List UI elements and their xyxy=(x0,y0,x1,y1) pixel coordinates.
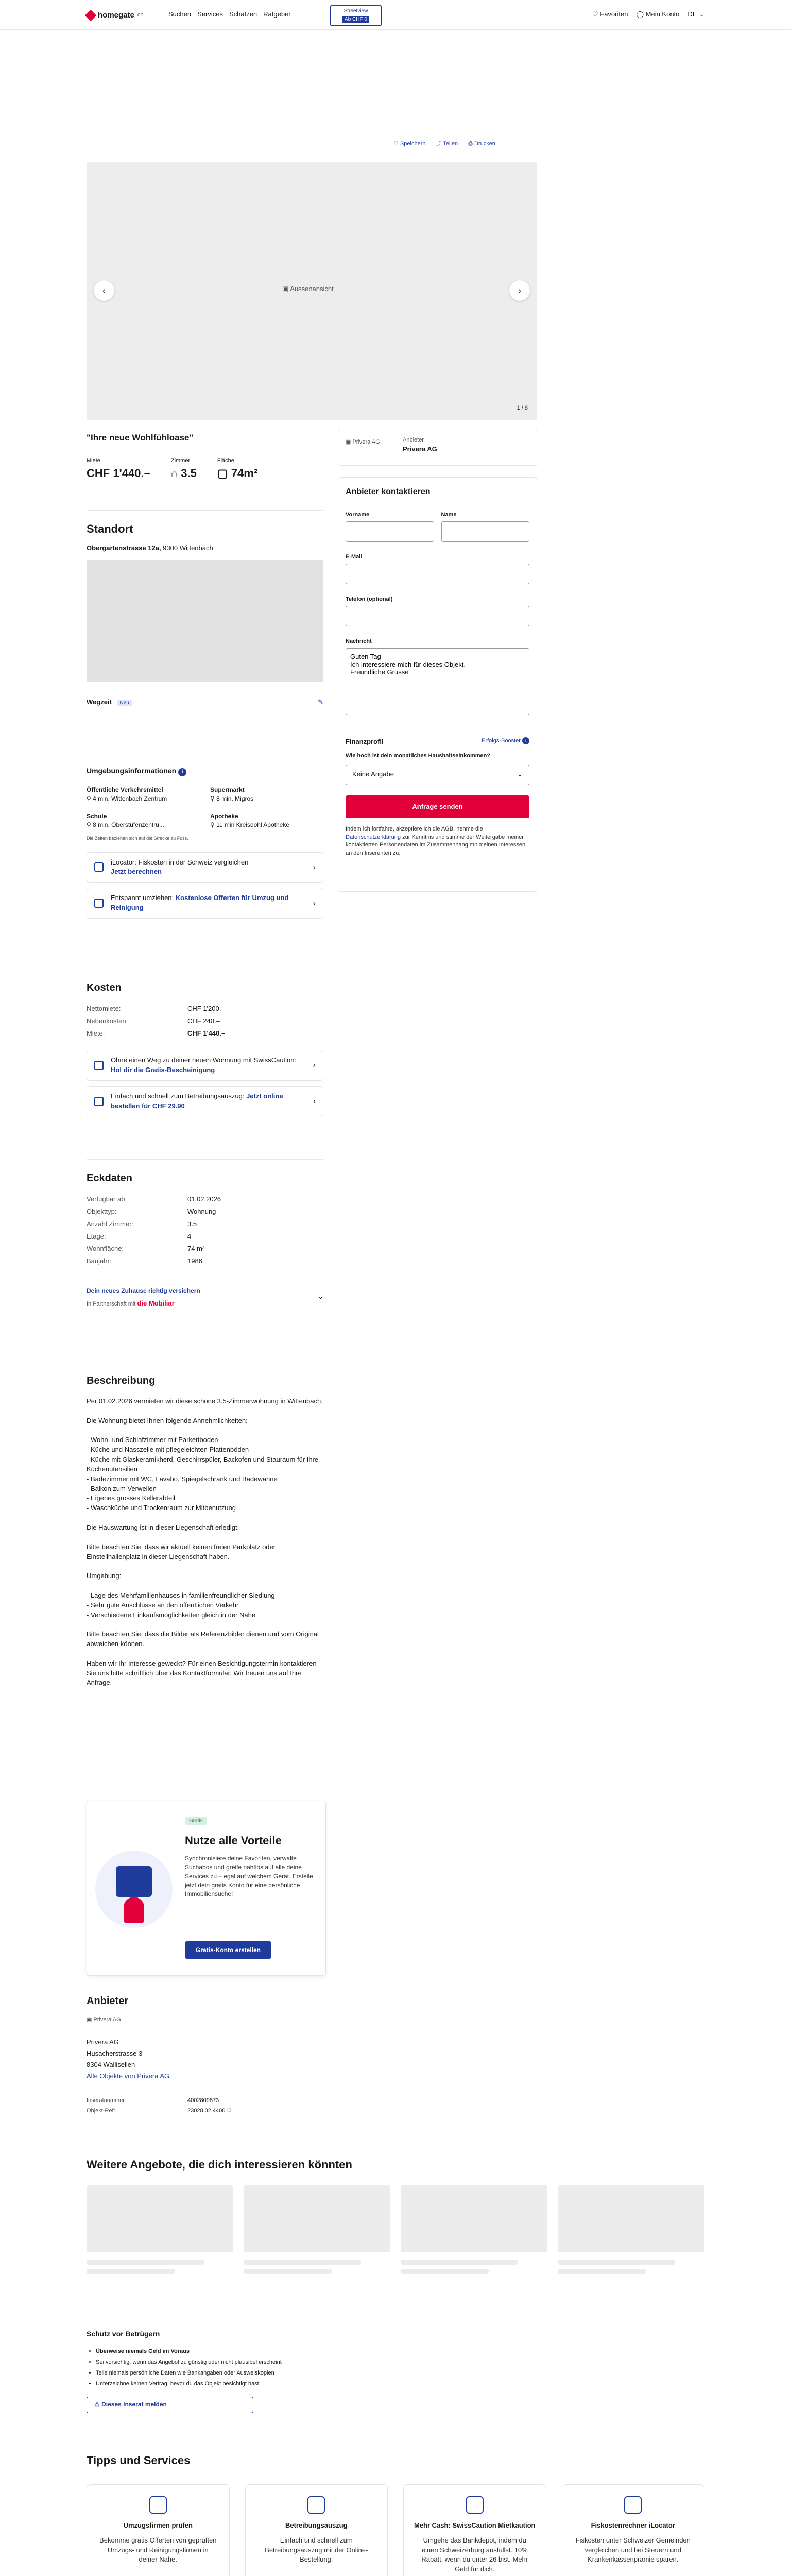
object-ref-value: 23028.02.440010 xyxy=(187,2107,232,2114)
moving-box-icon xyxy=(149,2496,167,2514)
gallery-image-alt: Aussenansicht xyxy=(290,285,334,293)
nav-suchen[interactable]: Suchen xyxy=(168,10,192,18)
offer-skeleton[interactable] xyxy=(401,2185,547,2274)
gallery-prev-button[interactable] xyxy=(94,280,114,301)
facts-heading: Eckdaten xyxy=(87,1173,132,1184)
tip-card-debt[interactable] xyxy=(245,2484,388,2576)
last-name-label: Name xyxy=(441,512,457,518)
environment-note: Die Zeiten beziehen sich auf die Strecke zu Fuss. xyxy=(87,835,188,841)
public-transport-label: Öffentliche Verkehrsmittel xyxy=(87,786,163,793)
phone-input[interactable] xyxy=(346,606,529,626)
description-surrounding: - Sehr gute Anschlüsse an den öffentlichen Verkehr xyxy=(87,1601,239,1609)
tip-card-moving[interactable] xyxy=(87,2484,230,2576)
listing-title: "Ihre neue Wohlfühloase" xyxy=(87,433,194,443)
chevron-down-icon: ⌄ xyxy=(699,10,704,18)
promo-text: Synchronisiere deine Favoriten, verwalte Suchabos und greife nahtlos auf alle deine Services zu – egal auf welchem Gerät. Erstelle jetzt dein gratis Konto für eine persönliche Immobiliensuche! xyxy=(185,1854,313,1898)
booster-label: Erfolgs-Booster xyxy=(482,737,521,744)
tips-heading: Tipps und Services xyxy=(87,2454,191,2467)
description-surrounding: - Verschiedene Einkaufsmöglichkeiten gleich in der Nähe xyxy=(87,1611,256,1619)
tip-title: Fiskostenrechner iLocator xyxy=(591,2521,675,2529)
image-gallery[interactable] xyxy=(87,162,537,420)
language-switcher[interactable] xyxy=(687,10,704,20)
insurance-title[interactable]: Dein neues Zuhause richtig versichern xyxy=(87,1287,200,1294)
fraud-heading: Schutz vor Betrügern xyxy=(87,2330,160,2338)
share-label: Teilen xyxy=(443,141,458,147)
description-feature: - Küche mit Glaskeramikherd, Geschirrspüler, Backofen und Stauraum für Ihre Küchenutensilien xyxy=(87,1455,319,1473)
facts-value: 01.02.2026 xyxy=(187,1195,221,1203)
description-images-note: Bitte beachten Sie, dass die Bilder als Referenzbilder dienen und vom Original abweichen können. xyxy=(87,1630,319,1648)
description-feature: - Balkon zum Verweilen xyxy=(87,1484,157,1493)
tip-text: Umgehe das Bankdepot, indem du einen Schweizerbürg ausfüllst. 10% Rabatt, wenn du unter 26 bist. Mehr Geld für dich. xyxy=(421,2536,528,2573)
rooms-label: Zimmer xyxy=(170,457,191,464)
report-listing-label: Dieses Inserat melden xyxy=(101,2401,167,2409)
ilocator-box[interactable] xyxy=(87,852,323,883)
moving-icon xyxy=(94,899,104,908)
share-button[interactable] xyxy=(436,140,458,148)
walk-icon: ⚲ xyxy=(87,821,91,829)
facts-label: Anzahl Zimmer: xyxy=(87,1220,134,1228)
message-textarea[interactable] xyxy=(346,648,529,715)
description-feature: - Küche und Nasszelle mit pflegeleichten Plattenböden xyxy=(87,1446,249,1454)
description-parking: Bitte beachten Sie, dass wir aktuell keinen freien Parkplatz oder Einstellhallenplatz in dieser Liegenschaft haben. xyxy=(87,1543,276,1561)
new-badge: Neu xyxy=(117,700,132,706)
area-block xyxy=(217,457,257,482)
moving-text: Entspannt umziehen: xyxy=(111,894,174,902)
account-link[interactable] xyxy=(636,10,679,20)
brand-name: homegate xyxy=(98,11,134,20)
description-surroundings-list xyxy=(87,1591,323,1620)
account-promo-card xyxy=(87,1801,326,1976)
facts-value: 4 xyxy=(187,1232,192,1240)
tips-section xyxy=(87,2452,704,2576)
offer-skeleton[interactable] xyxy=(558,2185,704,2274)
description-heading: Beschreibung xyxy=(87,1375,156,1386)
facts-value: 1986 xyxy=(187,1257,202,1265)
provider-street: Husacherstrasse 3 xyxy=(87,2049,143,2057)
description-features-intro: Die Wohnung bietet Ihnen folgende Annehmlichkeiten: xyxy=(87,1416,248,1425)
more-offers-heading: Weitere Angebote, die dich interessieren könnten xyxy=(87,2158,352,2171)
facts-row xyxy=(87,1218,323,1230)
walk-icon: ⚲ xyxy=(210,795,215,803)
total-rent-label: Miete: xyxy=(87,1029,105,1037)
header-right xyxy=(592,10,704,20)
supermarket-value: 8 min. Migros xyxy=(216,795,254,803)
location-heading: Standort xyxy=(87,522,133,535)
rooms-value: 3.5 xyxy=(181,466,197,480)
provider-mini-name: Privera AG xyxy=(403,445,437,453)
insurance-subtitle: In Partnerschaft mit xyxy=(87,1300,136,1307)
provider-all-objects-link[interactable]: Alle Objekte von Privera AG xyxy=(87,2072,170,2080)
total-rent-value: CHF 1'440.– xyxy=(187,1029,226,1037)
facts-table xyxy=(87,1193,323,1267)
description-feature: - Badezimmer mit WC, Lavabo, Spiegelschrank und Badewanne xyxy=(87,1475,278,1483)
object-ref-label: Objekt-Ref: xyxy=(87,2107,115,2114)
chevron-right-icon: › xyxy=(313,862,316,872)
provider-mini-card xyxy=(338,429,537,466)
swisscaution-box[interactable] xyxy=(87,1050,323,1081)
first-name-input[interactable] xyxy=(346,521,434,542)
insurance-box[interactable] xyxy=(87,1286,323,1309)
promo-illustration xyxy=(95,1851,173,1928)
homegate-logo[interactable] xyxy=(87,10,143,21)
net-rent-label: Nettomiete: xyxy=(87,1005,121,1012)
chevron-down-icon: ⌄ xyxy=(517,770,523,778)
edit-icon[interactable]: ✎ xyxy=(318,698,323,706)
finance-title: Finanzprofil xyxy=(346,737,384,745)
walk-icon: ⚲ xyxy=(87,795,91,803)
income-question: Wie hoch ist dein monatliches Haushaltseinkommen? xyxy=(346,752,491,759)
env-pharmacy xyxy=(210,812,323,830)
gallery-image: ▣ Aussenansicht xyxy=(282,285,334,293)
extra-costs-value: CHF 240.– xyxy=(187,1017,220,1025)
location-map[interactable] xyxy=(87,560,323,682)
income-select[interactable] xyxy=(346,765,529,785)
favorites-label: Favoriten xyxy=(600,10,628,18)
address-city: 9300 Wittenbach xyxy=(163,544,213,552)
promo-top: Streetview xyxy=(343,8,368,14)
first-name-label: Vorname xyxy=(346,512,370,518)
facts-row xyxy=(87,1206,323,1218)
provider-name: Privera AG xyxy=(87,2038,119,2046)
provider-mini-label: Anbieter xyxy=(403,437,424,443)
fraud-tip: • Sei vorsichtig, wenn das Angebot zu günstig oder nicht plausibel erscheint xyxy=(96,2357,396,2368)
environment-section xyxy=(87,754,323,919)
area-icon: ▢ xyxy=(217,466,228,480)
legal-text xyxy=(346,825,529,858)
facts-label: Etage: xyxy=(87,1232,106,1240)
description-feature: - Eigenes grosses Kellerabteil xyxy=(87,1494,175,1502)
facts-label: Wohnfläche: xyxy=(87,1245,124,1252)
phone-label: Telefon (optional) xyxy=(346,596,393,603)
document-icon xyxy=(307,2496,325,2514)
map-icon xyxy=(94,862,104,872)
costs-heading: Kosten xyxy=(87,982,122,993)
save-button[interactable] xyxy=(393,140,425,148)
description-feature: - Wohn- und Schlafzimmer mit Parkettboden xyxy=(87,1436,218,1444)
provider-logo-alt: Privera AG xyxy=(93,2016,121,2023)
provider-heading: Anbieter xyxy=(87,1995,129,2007)
info-icon: i xyxy=(522,737,529,744)
chevron-right-icon: › xyxy=(313,1096,316,1106)
contact-form-card xyxy=(338,477,537,892)
favorites-link[interactable] xyxy=(592,10,628,20)
costs-section xyxy=(87,969,323,1116)
print-label: Drucken xyxy=(474,141,495,147)
provider-mini-logo: ▣ Privera AG xyxy=(346,439,380,445)
ilocator-link[interactable]: Jetzt berechnen xyxy=(111,868,162,876)
pharmacy-label: Apotheke xyxy=(210,812,238,820)
message-label: Nachricht xyxy=(346,638,372,645)
facts-row xyxy=(87,1243,323,1255)
environment-heading: Umgebungsinformationen xyxy=(87,767,177,775)
object-ref-row xyxy=(87,2106,323,2116)
chevron-right-icon: › xyxy=(518,285,521,296)
commute-label: Wegzeit xyxy=(87,698,112,706)
gallery-next-button[interactable] xyxy=(509,280,530,301)
supermarket-label: Supermarkt xyxy=(210,786,245,793)
description-feature: - Waschküche und Trockenraum zur Mitbenutzung xyxy=(87,1504,236,1512)
last-name-input[interactable] xyxy=(441,521,530,542)
fraud-section xyxy=(87,2329,396,2413)
promo-price: Ab CHF 0 xyxy=(342,16,369,23)
pharmacy-value: 11 min Kreisdohl Apotheke xyxy=(216,821,290,829)
more-offers-section xyxy=(87,2157,704,2274)
print-icon: ⎙ xyxy=(468,141,473,147)
net-rent-value: CHF 1'200.– xyxy=(187,1005,225,1012)
tip-card-deposit[interactable] xyxy=(403,2484,546,2576)
offer-skeleton[interactable] xyxy=(244,2185,390,2274)
facts-label: Verfügbar ab: xyxy=(87,1195,127,1203)
description-surrounding: - Lage des Mehrfamilienhauses in familienfreundlicher Siedlung xyxy=(87,1591,275,1599)
rent-label: Miete xyxy=(87,457,100,464)
nav-schaetzen[interactable]: Schätzen xyxy=(229,10,257,18)
location-section xyxy=(87,510,323,707)
school-label: Schule xyxy=(87,812,107,820)
env-public-transport xyxy=(87,786,200,804)
walk-icon: ⚲ xyxy=(210,821,215,829)
swisscaution-link[interactable]: Hol dir die Gratis-Bescheinigung xyxy=(111,1065,215,1074)
email-input[interactable] xyxy=(346,564,529,584)
gallery-counter: 1 / 8 xyxy=(517,405,528,412)
privacy-link[interactable]: Datenschutzerklärung xyxy=(346,834,401,840)
rent-value: CHF 1'440.– xyxy=(87,466,150,480)
finance-profile xyxy=(346,730,529,785)
submit-request-button[interactable]: Anfrage senden xyxy=(346,795,529,818)
print-button[interactable] xyxy=(468,140,495,148)
offer-skeleton[interactable] xyxy=(87,2185,233,2274)
address xyxy=(87,544,323,553)
chevron-right-icon: › xyxy=(313,899,316,908)
net-rent-row xyxy=(87,1003,323,1015)
provider-section xyxy=(87,1994,323,2116)
legal-part-2: zur Kenntnis und stimme der Weitergabe meiner kontaktierten Personendaten im Zusammenhang mit meinen Interessen an den Inserenten zu. xyxy=(346,834,526,857)
inserat-value: 4002809873 xyxy=(187,2097,219,2104)
map-icon xyxy=(624,2496,642,2514)
tip-title: Betreibungsauszug xyxy=(285,2521,348,2529)
facts-label: Objekttyp: xyxy=(87,1208,117,1215)
fraud-tip: • Teile niemals persönliche Daten wie Bankangaben oder Ausweiskopien xyxy=(96,2368,396,2379)
facts-row xyxy=(87,1193,323,1206)
facts-value: 74 m² xyxy=(187,1245,205,1252)
description-surroundings-title: Umgebung: xyxy=(87,1572,122,1580)
user-icon: ◯ xyxy=(636,10,644,18)
warning-icon: ⚠ xyxy=(94,2401,100,2409)
language-label: DE xyxy=(687,10,697,18)
school-value: 8 min. Oberstufenzentru... xyxy=(93,821,164,829)
chevron-down-icon: ⌄ xyxy=(318,1293,323,1301)
tip-text: Einfach und schnell zum Betreibungsauszug mit der Online-Bestellung. xyxy=(265,2536,368,2564)
listing-summary xyxy=(87,432,323,481)
env-school xyxy=(87,812,200,830)
ilocator-text: iLocator: Fiskosten in der Schweiz vergleichen xyxy=(111,858,249,866)
brand-suffix: ch xyxy=(137,11,144,18)
document-icon xyxy=(94,1061,104,1070)
facts-value: 3.5 xyxy=(187,1220,197,1228)
logo-icon xyxy=(85,10,97,22)
main-nav xyxy=(168,10,291,20)
area-label: Fläche xyxy=(217,457,234,464)
info-icon[interactable]: i xyxy=(178,768,186,776)
moving-link[interactable]: Kostenlose Offerten für Umzug und Reinigung xyxy=(111,894,289,912)
save-label: Speichern xyxy=(400,141,426,147)
env-supermarket xyxy=(210,786,323,804)
facts-section xyxy=(87,1159,323,1309)
description-caretaker: Die Hauswartung ist in dieser Liegenschaft erledigt. xyxy=(87,1523,239,1531)
site-header xyxy=(0,0,791,30)
tip-text: Fiskosten unter Schweizer Gemeinden vergleichen und bei Steuern und Krankenkassenprämie sparen. xyxy=(575,2536,691,2564)
promo-title: Nutze alle Vorteile xyxy=(185,1834,282,1847)
shield-icon xyxy=(466,2496,484,2514)
description-intro: Per 01.02.2026 vermieten wir diese schöne 3.5-Zimmerwohnung in Wittenbach. xyxy=(87,1397,323,1405)
commute-row[interactable] xyxy=(87,698,323,707)
description-features-list xyxy=(87,1435,323,1513)
income-select-value: Keine Angabe xyxy=(352,770,394,778)
extra-costs-row xyxy=(87,1015,323,1027)
facts-value: Wohnung xyxy=(187,1208,216,1215)
rent-block xyxy=(87,457,150,482)
mobiliar-logo: die Mobiliar xyxy=(137,1299,175,1307)
inserat-label: Inseratnummer: xyxy=(87,2097,127,2104)
inserat-row xyxy=(87,2095,323,2106)
total-rent-row xyxy=(87,1027,323,1040)
address-street: Obergartenstrasse 12a, xyxy=(87,544,161,552)
nav-ratgeber[interactable]: Ratgeber xyxy=(263,10,291,18)
legal-part-1: Indem ich fortfahre, akzeptiere ich die AGB, nehme die xyxy=(346,825,483,832)
description-section xyxy=(87,1362,323,1688)
fraud-tip: • Überweise niemals Geld im Voraus xyxy=(96,2346,396,2357)
facts-row xyxy=(87,1255,323,1267)
fraud-tip: • Unterzeichne keinen Vertrag, bevor du das Objekt besichtigt hast xyxy=(96,2379,396,2389)
house-icon: ⌂ xyxy=(170,466,178,480)
moving-box[interactable] xyxy=(87,888,323,919)
nav-services[interactable]: Services xyxy=(197,10,223,18)
provider-city: 8304 Wallisellen xyxy=(87,2060,135,2069)
create-account-button[interactable]: Gratis-Konto erstellen xyxy=(185,1941,271,1959)
document-icon xyxy=(94,1097,104,1106)
email-label: E-Mail xyxy=(346,554,363,561)
account-label: Mein Konto xyxy=(645,10,680,18)
tip-title: Umzugsfirmen prüfen xyxy=(123,2521,193,2529)
promo-badge: Gratis xyxy=(185,1817,207,1825)
description-cta: Haben wir Ihr Interesse geweckt? Für einen Besichtigungstermin kontaktieren Sie uns bitte schriftlich über das Kontaktformular. Wir freuen uns auf Ihre Anfrage. xyxy=(87,1659,317,1687)
heart-icon: ♡ xyxy=(592,10,598,18)
extra-costs-label: Nebenkosten: xyxy=(87,1017,128,1025)
provider-mini-logo-alt: Privera AG xyxy=(352,439,380,445)
debt-extract-box[interactable] xyxy=(87,1086,323,1117)
booster-link[interactable] xyxy=(482,737,529,747)
more-offers-list xyxy=(87,2185,704,2274)
public-transport-value: 4 min. Wittenbach Zentrum xyxy=(93,795,167,803)
contact-heading: Anbieter kontaktieren xyxy=(346,487,431,496)
provider-logo: ▣ Privera AG xyxy=(87,2016,121,2023)
tip-card-ilocator[interactable] xyxy=(562,2484,705,2576)
area-value: 74m² xyxy=(231,466,258,480)
share-icon: ⤴ xyxy=(436,141,442,147)
listing-actions xyxy=(393,140,495,148)
rooms-block xyxy=(171,457,197,482)
chevron-right-icon: › xyxy=(313,1061,316,1070)
swisscaution-text: Ohne einen Weg zu deiner neuen Wohnung mit SwissCaution: xyxy=(111,1056,297,1064)
report-listing-button[interactable] xyxy=(87,2397,253,2413)
chevron-left-icon: ‹ xyxy=(102,285,106,296)
heart-icon: ♡ xyxy=(393,141,399,147)
facts-label: Baujahr: xyxy=(87,1257,112,1265)
debt-extract-link[interactable]: Jetzt online bestellen für CHF 29.90 xyxy=(111,1092,283,1110)
streetview-promo[interactable] xyxy=(330,5,382,26)
facts-row xyxy=(87,1230,323,1243)
tip-title: Mehr Cash: SwissCaution Mietkaution xyxy=(414,2521,536,2529)
debt-extract-text: Einfach und schnell zum Betreibungsauszug: xyxy=(111,1092,245,1100)
tip-text: Bekomme gratis Offerten von geprüften Umzugs- und Reinigungsfirmen in deiner Nähe. xyxy=(99,2536,217,2564)
